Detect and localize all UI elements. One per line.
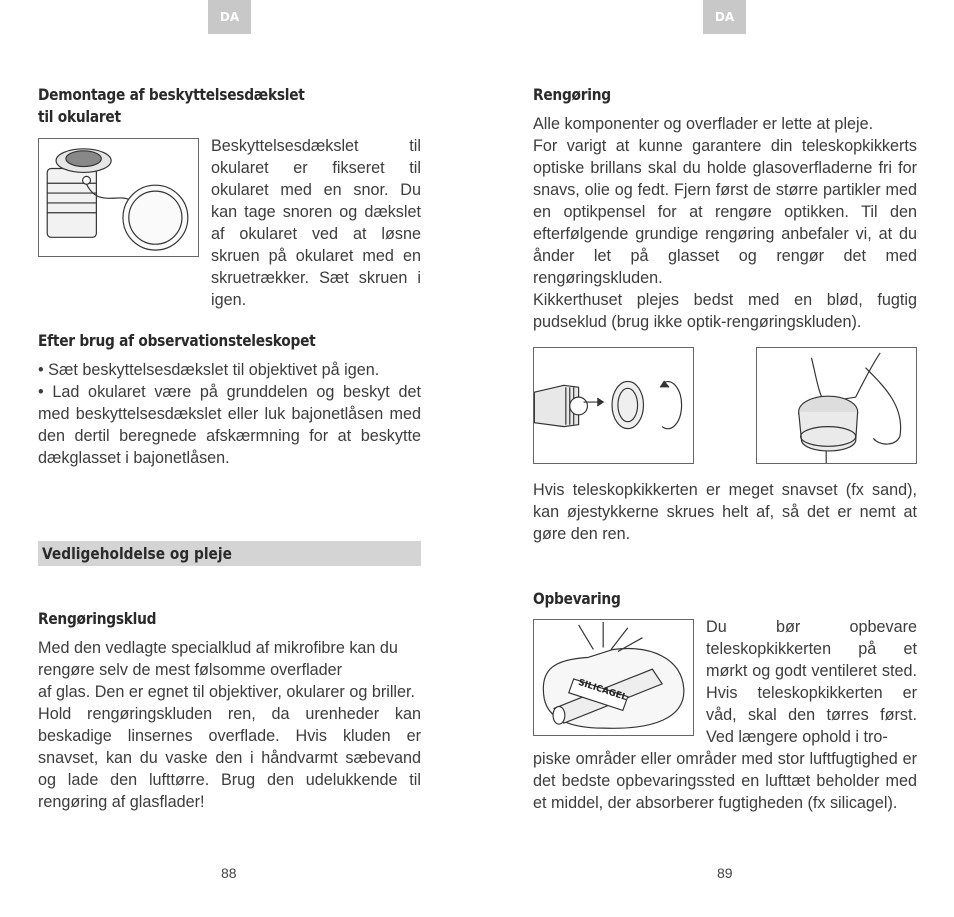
heading-storage: Opbevaring [533,589,621,608]
language-tab-right: DA [703,0,746,34]
storage-text-below: piske områder eller områder med stor luftfugtighed er det bedste opbevaringssted en lufttæt beholder med et middel, der absorberer fugtigheden (fx silicagel). [533,750,917,812]
section-band-label: Vedligeholdelse og pleje [42,544,232,563]
figure-cleaning-eyepiece [756,347,917,464]
cleaning-paragraph-3: Kikkerthuset plejes bedst med en blød, fugtig pudseklud (brug ikke optik-rengøringskluden). [533,291,917,331]
figure-eyepiece-cap [38,138,199,257]
after-use-bullet-1: • Sæt beskyttelsesdækslet til objektivet på igen. [38,361,380,379]
heading-eyepiece-cap-line1: Demontage af beskyttelsesdækslet [38,85,305,104]
cloth-paragraph-1: Med den vedlagte specialklud af mikrofibre kan du rengøre selv de mest følsomme overflader [38,639,398,679]
language-tab-left: DA [208,0,251,34]
cloth-paragraph-3: Hold rengøringskluden ren, da urenheder kan beskadige linsernes overflade. Hvis kluden er snavset, kan du vaske den i håndvarmt sæbevand og lade den lufttørre. Brug den udelukkende til rengøring af glasflader! [38,705,421,811]
unscrew-eyepiece-illustration [534,348,693,463]
storage-bag-illustration [534,620,693,735]
heading-cleaning: Rengøring [533,85,611,104]
storage-text-beside: Du bør opbevare teleskopkikkerten på et mørkt og godt ventileret sted. Hvis teleskopkikkerten er våd, skal den tørres først. Ved længere ophold i tro- [706,618,917,746]
cleaning-eyepiece-illustration [757,348,916,463]
page-number-left: 88 [221,865,237,881]
silicagel-label: SILICAGEL [576,677,629,704]
after-use-bullets [38,359,421,469]
after-figures-text: Hvis teleskopkikkerten er meget snavset (fx sand), kan øjestykkerne skrues helt af, så det er nemt at gøre den ren. [533,481,917,543]
cleaning-text [533,113,917,333]
figure-storage-bag [533,619,694,736]
eyepiece-cap-illustration [39,139,198,256]
figure-unscrew-eyepiece [533,347,694,464]
cloth-paragraph-2: af glas. Den er egnet til objektiver, okularer og briller. [38,683,416,701]
after-use-bullet-2: • Lad okularet være på grunddelen og beskyt det med beskyttelsesdækslet eller luk bajonetlåsen med den dertil beregnede afskærmning for at beskytte dækglasset i bajonetlåsen. [38,383,421,467]
heading-after-use: Efter brug af observationsteleskopet [38,331,316,350]
cleaning-cloth-text [38,637,421,813]
cleaning-paragraph-2: For varigt at kunne garantere din teleskopkikkerts optiske brillans skal du holde glasoverfladerne fri for snavs, olie og fedt. Fjern først de større partikler med en optikpensel for at rengøre optikken. Til den efterfølgende grundige rengøring anbefaler vi, at du ånder let på glasset og rengør det med rengøringskluden. [533,137,917,287]
cleaning-paragraph-1: Alle komponenter og overflader er lette at pleje. [533,115,874,133]
heading-eyepiece-cap-line2: til okularet [38,107,121,126]
eyepiece-cap-text: Beskyttelsesdækslet til okularet er fikseret til okularet med en snor. Du kan tage snoren og dækslet af okularet ved at løsne skruen på okularet med en skruetrækker. Sæt skruen i igen. [211,137,421,309]
heading-cleaning-cloth: Rengøringsklud [38,609,157,628]
page-number-right: 89 [717,865,733,881]
